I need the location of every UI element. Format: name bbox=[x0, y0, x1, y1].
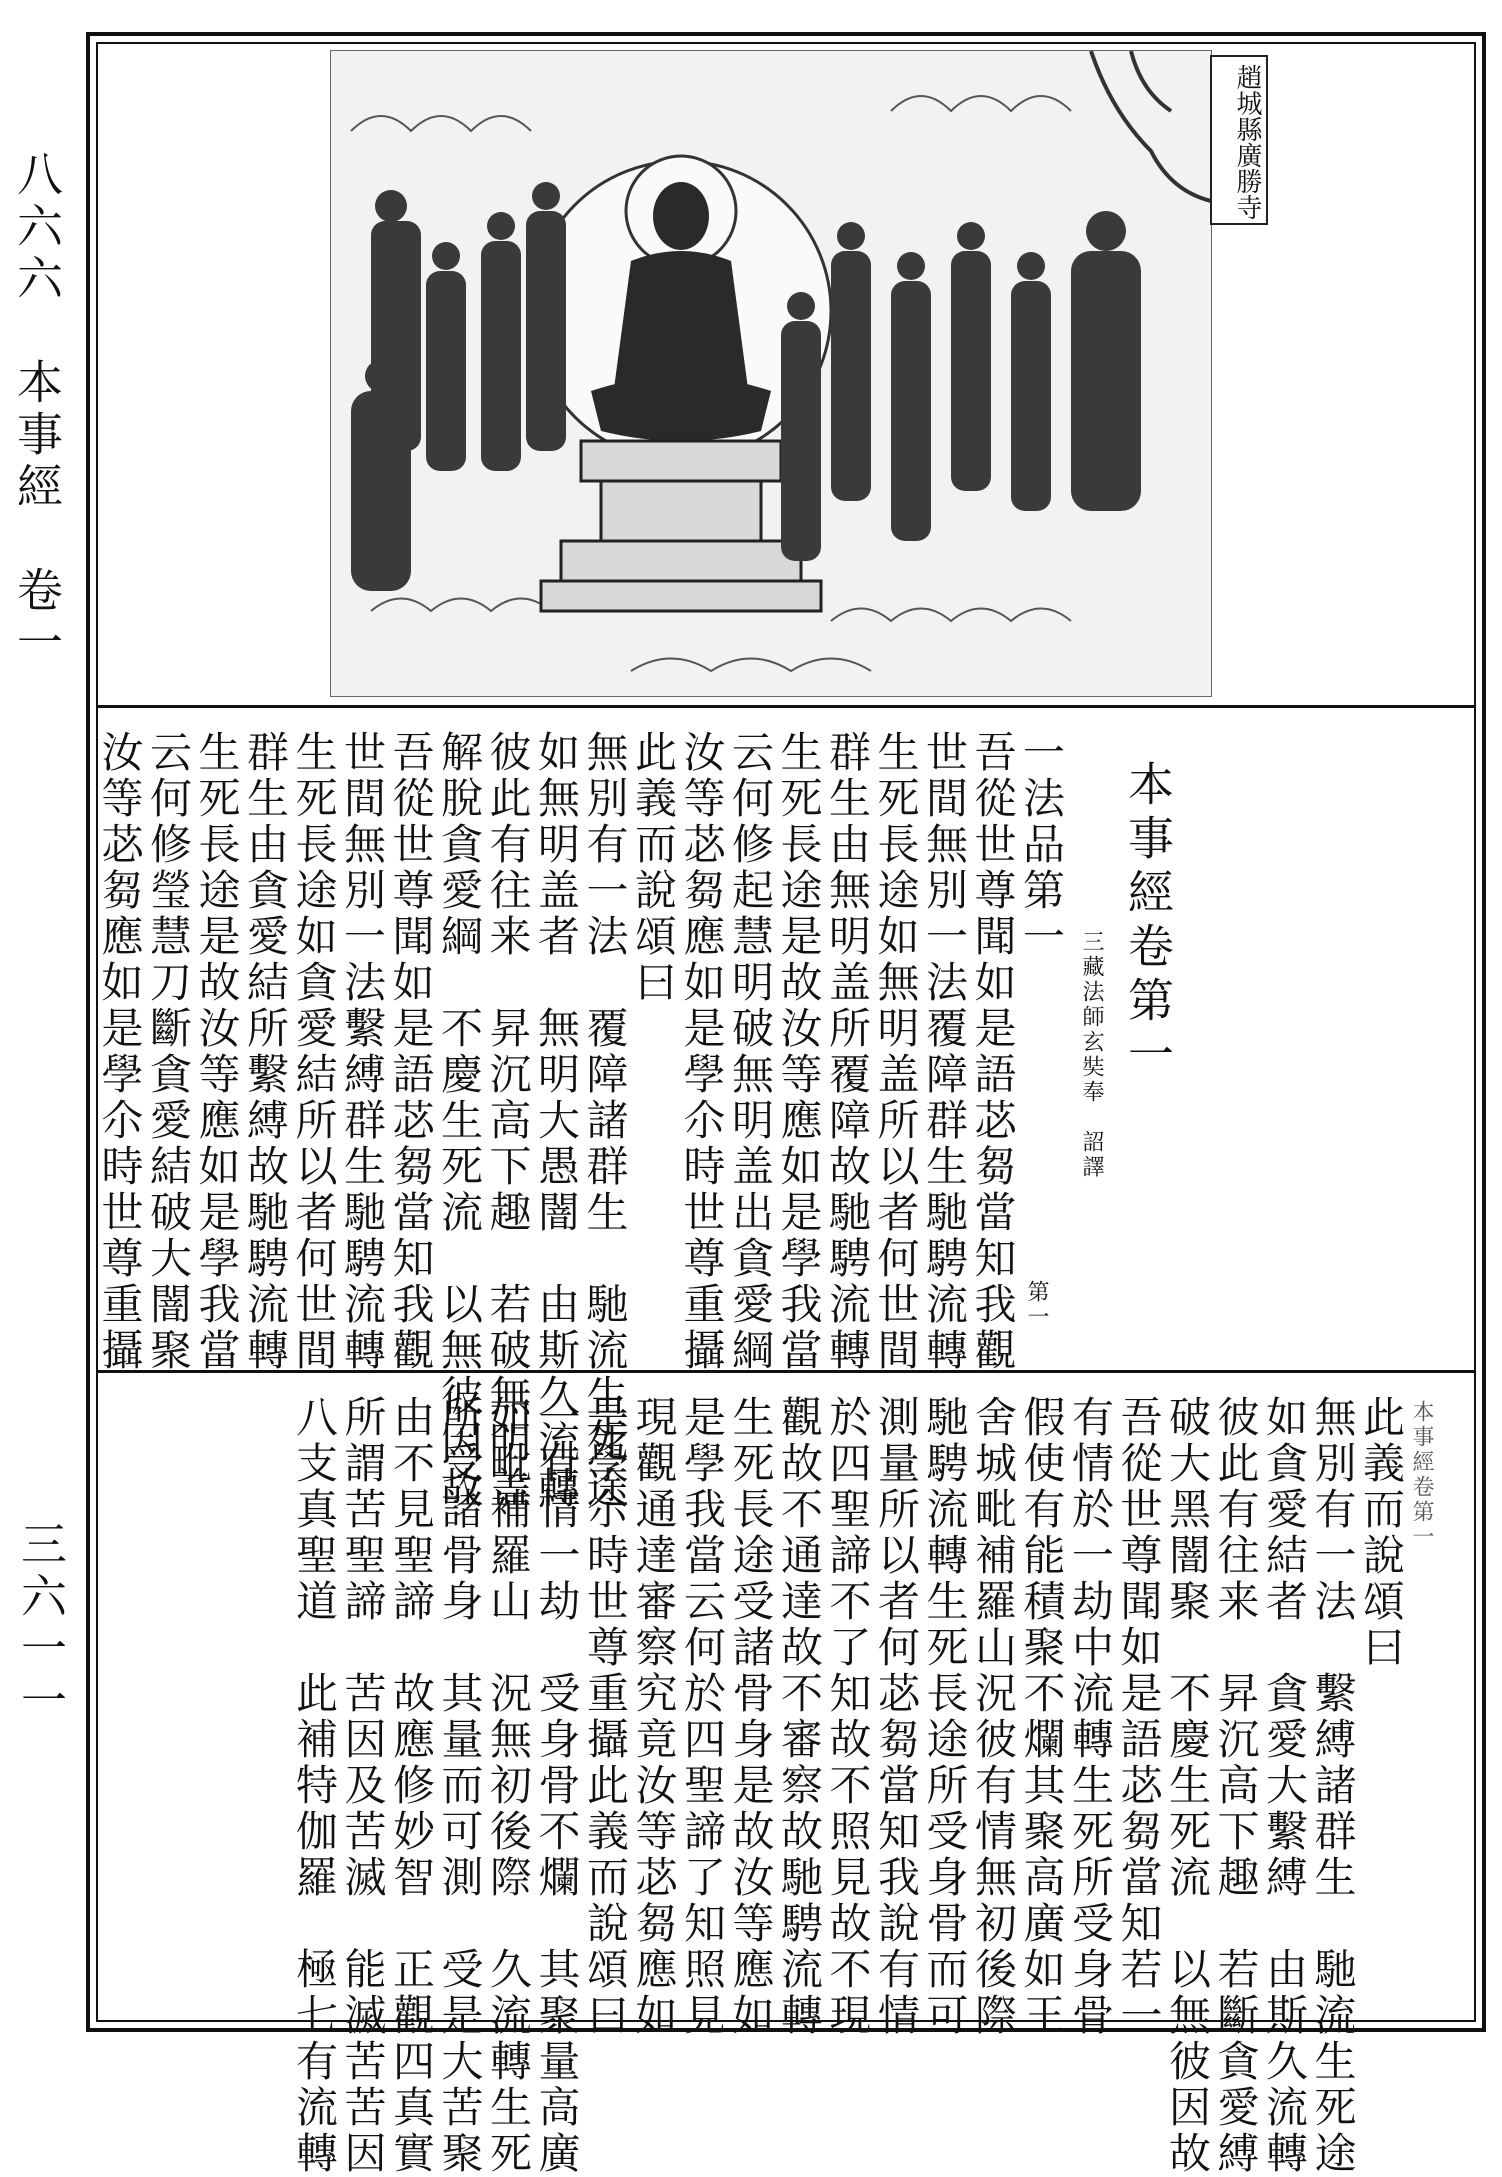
text-column: 現觀通達審察究竟汝等苾芻應如 bbox=[629, 1395, 679, 2039]
text-column: 馳騁流轉生死長途所受身骨而可 bbox=[920, 1395, 970, 2039]
text-column: 世間無別一法覆障群生馳騁流轉 bbox=[920, 730, 969, 1374]
text-column: 生死長途如無明盖所以者何世間 bbox=[871, 730, 921, 1374]
text-column: 一有情一劫 受身骨不爛 其聚量高廣 bbox=[532, 1395, 582, 2177]
text-column: 於四聖諦不了知故不照見故不現 bbox=[823, 1395, 873, 2039]
text-column: 群生由無明盖所覆障故馳騁流轉 bbox=[823, 730, 872, 1374]
text-column: 汝等苾芻應如是學尒時世尊重攝 bbox=[677, 730, 727, 1374]
seal-mark: 第一 bbox=[1024, 1280, 1049, 1330]
text-column: 生死長途如貪愛結所以者何世間 bbox=[289, 730, 339, 1374]
frontispiece-illustration bbox=[330, 50, 1212, 697]
text-column: 有情於一劫中流轉生死所受身骨 bbox=[1066, 1395, 1115, 2039]
text-column: 測量所以者何苾芻當知我說有情 bbox=[872, 1395, 921, 2039]
text-column: 汝等苾芻應如是學尒時世尊重攝 bbox=[95, 730, 145, 1374]
text-column: 群生由貪愛結所繫縛故馳騁流轉 bbox=[241, 730, 290, 1374]
text-column: 生死長途受諸骨身是故汝等應如 bbox=[726, 1395, 776, 2039]
text-column: 觀故不通達故不審察故馳騁流轉 bbox=[775, 1395, 824, 2039]
text-column: 所受諸骨身 其量而可測 受是大苦聚 bbox=[435, 1395, 485, 2177]
text-column: 此義而說頌曰 bbox=[629, 730, 678, 1006]
text-column: 吾從世尊聞如是語苾芻當知我觀 bbox=[386, 730, 436, 1374]
text-column: 如無明盖者 無明大愚闇 由斯久流轉 bbox=[532, 730, 581, 1512]
text-column: 世間無別一法繫縛群生馳騁流轉 bbox=[338, 730, 387, 1374]
text-column: 云何修瑩慧刀斷貪愛結破大闇聚 bbox=[144, 730, 193, 1374]
text-column: 彼此有往来 昇沉高下趣 若斷貪愛縛 bbox=[1211, 1395, 1261, 2177]
text-column: 假使有能積聚不爛其聚高廣如王 bbox=[1017, 1395, 1067, 2039]
text-column: 此義而說頌曰 bbox=[1357, 1395, 1406, 1671]
text-column: 無別有一法 覆障諸群生 馳流生死途 bbox=[580, 730, 630, 1512]
text-column: 云何修起慧明破無明盖出貪愛綱 bbox=[726, 730, 775, 1374]
margin-page-number: 三六一一 bbox=[14, 1520, 68, 1728]
buddha-assembly-image bbox=[331, 51, 1211, 696]
text-column: 由不見聖諦 故應修妙智 正觀四真實 bbox=[387, 1395, 436, 2177]
text-column: 吾從世尊聞如是語苾芻當知若一 bbox=[1114, 1395, 1164, 2039]
divider-1 bbox=[96, 705, 1476, 708]
text-column: 解脫貪愛綱 不慶生死流 以無彼因故 bbox=[435, 730, 484, 1512]
text-column: 吾從世尊聞如是語苾芻當知我觀 bbox=[968, 730, 1018, 1374]
text-column: 一法品第一 bbox=[1017, 730, 1066, 960]
text-column: 八支真聖道 此補特伽羅 極七有流轉 bbox=[290, 1395, 339, 2177]
section2-margin-note: 本事經卷第一 bbox=[1409, 1400, 1434, 1550]
text-column: 舍城毗補羅山況彼有情無初後際 bbox=[969, 1395, 1018, 2039]
text-column: 如貪愛結者 貪愛大繫縛 由斯久流轉 bbox=[1260, 1395, 1309, 2177]
chapter-title: 本事經卷第一 bbox=[1121, 760, 1175, 1084]
text-column: 所謂苦聖諦 苦因及苦滅 能滅苦苦因 bbox=[338, 1395, 388, 2177]
translator-credit: 三藏法師玄奘奉 詔譯 bbox=[1079, 930, 1104, 1180]
text-column: 彼此有往来 昇沉高下趣 若破無明盖 bbox=[483, 730, 533, 1512]
text-column: 是學尒時世尊重攝此義而說頌曰 bbox=[581, 1395, 630, 2039]
text-column: 無別有一法 繫縛諸群生 馳流生死途 bbox=[1308, 1395, 1358, 2177]
text-column: 如毗補羅山 況無初後際 久流轉生死 bbox=[484, 1395, 533, 2177]
text-column: 是學我當云何於四聖諦了知照見 bbox=[678, 1395, 727, 2039]
text-column: 破大黑闇聚 不慶生死流 以無彼因故 bbox=[1163, 1395, 1212, 2177]
text-column: 生死長途是故汝等應如是學我當 bbox=[192, 730, 242, 1374]
illustration-caption: 趙城縣廣勝寺 bbox=[1210, 55, 1268, 225]
text-column: 生死長途是故汝等應如是學我當 bbox=[774, 730, 824, 1374]
margin-title: 八六六 本事經 卷一 bbox=[10, 150, 64, 670]
